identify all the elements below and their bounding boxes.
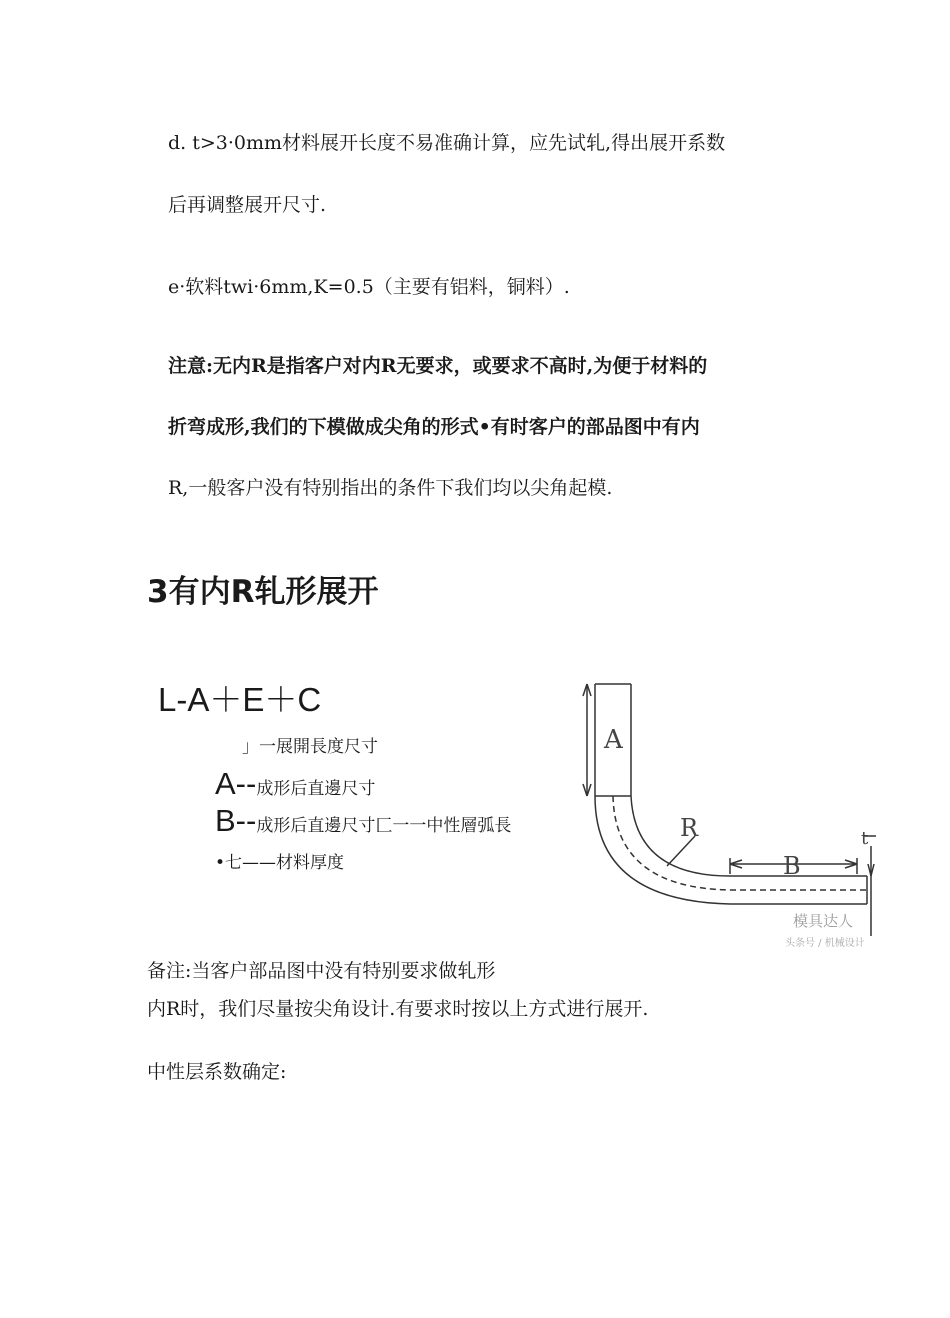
diagram-label-t: t [861, 828, 869, 849]
diagram-label-b: B [783, 852, 801, 880]
note-line-3: R,一般客户没有特别指出的条件下我们均以尖角起模. [168, 477, 613, 499]
legend-l-line: 」一展開長度尺寸 [242, 737, 378, 757]
remark-line-3: 中性层系数确定: [147, 1061, 287, 1083]
paragraph-d-line1: d. t>3·0mm材料展开长度不易准确计算，应先试轧,得出展开系数 [168, 132, 726, 154]
legend-b-letter: B-- [215, 803, 257, 838]
watermark-main: 模具达人 [793, 912, 854, 930]
note-line-1: 注意:无内R是指客户对内R无要求，或要求不高时,为便于材料的 [168, 355, 708, 377]
legend-b-text: 成形后直邊尺寸匚一一中性層弧長 [256, 816, 512, 836]
diagram-label-r: R [680, 814, 699, 842]
bend-diagram [575, 676, 885, 956]
paragraph-e-line: e·软料twi·6mm,K=0.5（主要有铝料，铜料）. [168, 276, 570, 298]
diagram-label-a: A [604, 725, 623, 755]
remark-line-2: 内R时，我们尽量按尖角设计.有要求时按以上方式进行展开. [147, 998, 649, 1020]
legend-a-text: 成形后直邊尺寸 [256, 779, 376, 799]
note-line-2: 折弯成形,我们的下模做成尖角的形式•有时客户的部品图中有内 [168, 416, 700, 438]
watermark-sub: 头条号 / 机械设计 [785, 938, 865, 949]
legend-b-line [215, 803, 511, 839]
legend-a-letter: A-- [215, 766, 257, 801]
paragraph-d-line2: 后再调整展开尺寸. [168, 194, 327, 216]
legend-a-line [215, 766, 375, 802]
unfold-formula: L-A＋E＋C [158, 681, 322, 718]
remark-line-1: 备注:当客户部品图中没有特别要求做轧形 [147, 960, 496, 982]
legend-t-line: •七——材料厚度 [215, 853, 345, 873]
section-heading: 3有内R轧形展开 [147, 574, 379, 610]
